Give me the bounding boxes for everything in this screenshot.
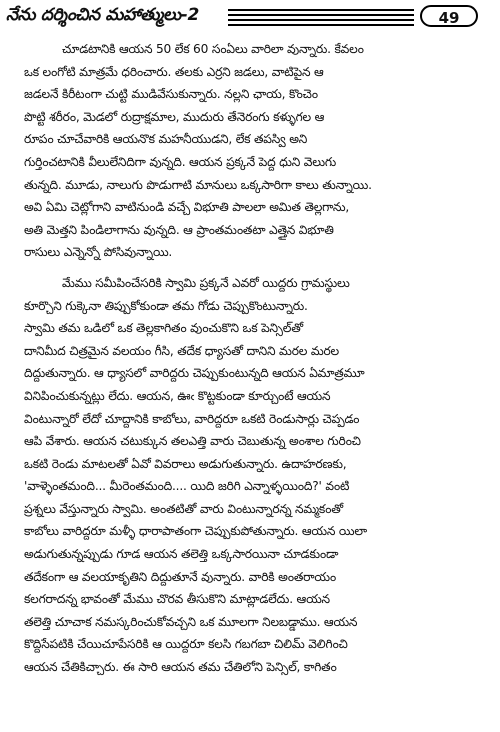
header-rule: [228, 14, 414, 16]
paragraph: [24, 38, 476, 264]
text-line: రూపం చూచేవారికి ఆయనొక మహనీయుడని, లేక తపస్వి అని: [24, 132, 308, 147]
text-line: రాసులు ఎన్నెన్నో పోసివున్నాయి.: [24, 245, 173, 260]
text-line: ఆయన చేతికిచ్చారు. ఈ సారి ఆయన తమ చేతిలోని పెన్సిల్, కాగితం: [24, 660, 337, 675]
text-line: జడలనే కిరీటంగా చుట్టి ముడివేసుకున్నారు. నల్లని ఛాయ, కొంచెం: [24, 87, 318, 102]
page-header: [6, 4, 494, 34]
text-line: అడుగుతున్నప్పుడు గూడ ఆయన తలెత్తి ఒక్కసారయినా చూడకుండా: [24, 547, 339, 562]
text-line: ప్రశ్నలు వేస్తున్నారు స్వామి. అంతటితో వారు వింటున్నారన్న నమ్మకంతో: [24, 501, 343, 516]
page-number: 49: [420, 5, 478, 27]
header-rule: [228, 24, 414, 26]
header-rule: [228, 19, 414, 21]
text-line: ఒకటి రెండు మాటలతో ఏవో వివరాలు అడుగుతున్నారు. ఉదాహరణకు,: [24, 456, 347, 471]
text-line: అవి ఏమి చెట్లోగాని వాటినుండి వచ్చే విభూతి పాలలా అమిత తెల్లగాను,: [24, 200, 350, 215]
text-line: కూర్చొని గుక్కెనా తిప్పుకోకుండా తమ గోడు చెప్పుకొంటున్నారు.: [24, 298, 308, 313]
book-title: నేను దర్శించిన మహాత్ములు-2: [6, 5, 200, 25]
text-line: చూడటానికి ఆయన 50 లేక 60 సంఏలు వారిలా వున్నారు. కేవలం: [62, 42, 364, 56]
text-line: గుర్తించటానికి వీలులేనిదిగా వున్నది. ఆయన ప్రక్కనే పెద్ద ధుని వెలుగు: [24, 154, 337, 169]
text-line: వింటున్నారో లేదో చూద్దానికి కాబోలు, వారిద్దరూ ఒకటి రెండుసార్లు చెప్పడం: [24, 411, 360, 426]
text-line: దిద్దుతున్నారు. ఆ ధ్యాసలో వారిద్దరు చెప్పుకుంటున్నది ఆయన ఏమాత్రమూ: [24, 366, 365, 381]
text-line: దానిమీద చిత్రమైన వలయం గీసి, తదేక ధ్యాసతో దానిని మరల మరల: [24, 343, 339, 358]
text-line: ఆపి వేశారు. ఆయన చటుక్కున తలఎత్తి వారు చెబుతున్న అంశాల గురించి: [24, 434, 361, 449]
page-body: [24, 38, 476, 679]
text-line: తదేకంగా ఆ వలయాకృతిని దిద్దుతూనే వున్నారు. వారికి అంతరాయం: [24, 569, 336, 584]
text-line: కలగరాదన్న భావంతో మేము చొరవ తీసుకొని మాట్లాడలేదు. ఆయన: [24, 592, 330, 607]
text-line: ఒక లంగోటి మాత్రమే ధరించారు. తలకు ఎర్రని జడలు, వాటిపైన ఆ: [24, 64, 324, 79]
text-line: కొద్దిసేపటికి చేయిచూపేసరికి ఆ యిద్దరూ కలసి గబగబా చిలిమ్ వెలిగించి: [24, 637, 348, 652]
header-rule: [228, 9, 414, 11]
text-line: కాబోలు వారిద్దరూ మళ్ళీ ధారాపాతంగా చెప్పుకుపోతున్నారు. ఆయన యిలా: [24, 524, 367, 539]
text-line: 'వాళ్ళెంతమంది... మీరెంతమంది.... యిది జరిగి ఎన్నాళ్ళయింది?' వంటి: [24, 479, 350, 494]
text-line: తున్నది. మూడు, నాలుగు పొడుగాటి మానులు ఒక్కసారిగా కాలు తున్నాయి.: [24, 177, 372, 192]
text-line: వినిపించుకున్నట్లు లేదు. ఆయన, ఊఁ కొట్టకుండా కూర్చుంటే ఆయన: [24, 388, 331, 403]
text-line: స్వామి తమ ఒడిలో ఒక తెల్లకాగితం వుంచుకొని ఒక పెన్సిల్‌తో: [24, 321, 303, 336]
text-line: మేము సమీపించేసరికి స్వామి ప్రక్కనే ఎవరో యిద్దరు గ్రామస్థులు: [62, 275, 350, 290]
text-line: పొట్టి శరీరం, మెడలో రుద్రాక్షమాల, ముదురు తేనెరంగు కళ్ళుగల ఆ: [24, 109, 325, 124]
paragraph: [24, 272, 476, 679]
text-line: అతి మెత్తని పిండిలాగాను వున్నది. ఆ ప్రాంతమంతటా ఎత్తైన విభూతి: [24, 222, 334, 237]
text-line: తలెత్తి చూచాక నమస్కరించుకోవచ్చని ఒక మూలగా నిలబడ్డాము. ఆయన: [24, 614, 358, 629]
